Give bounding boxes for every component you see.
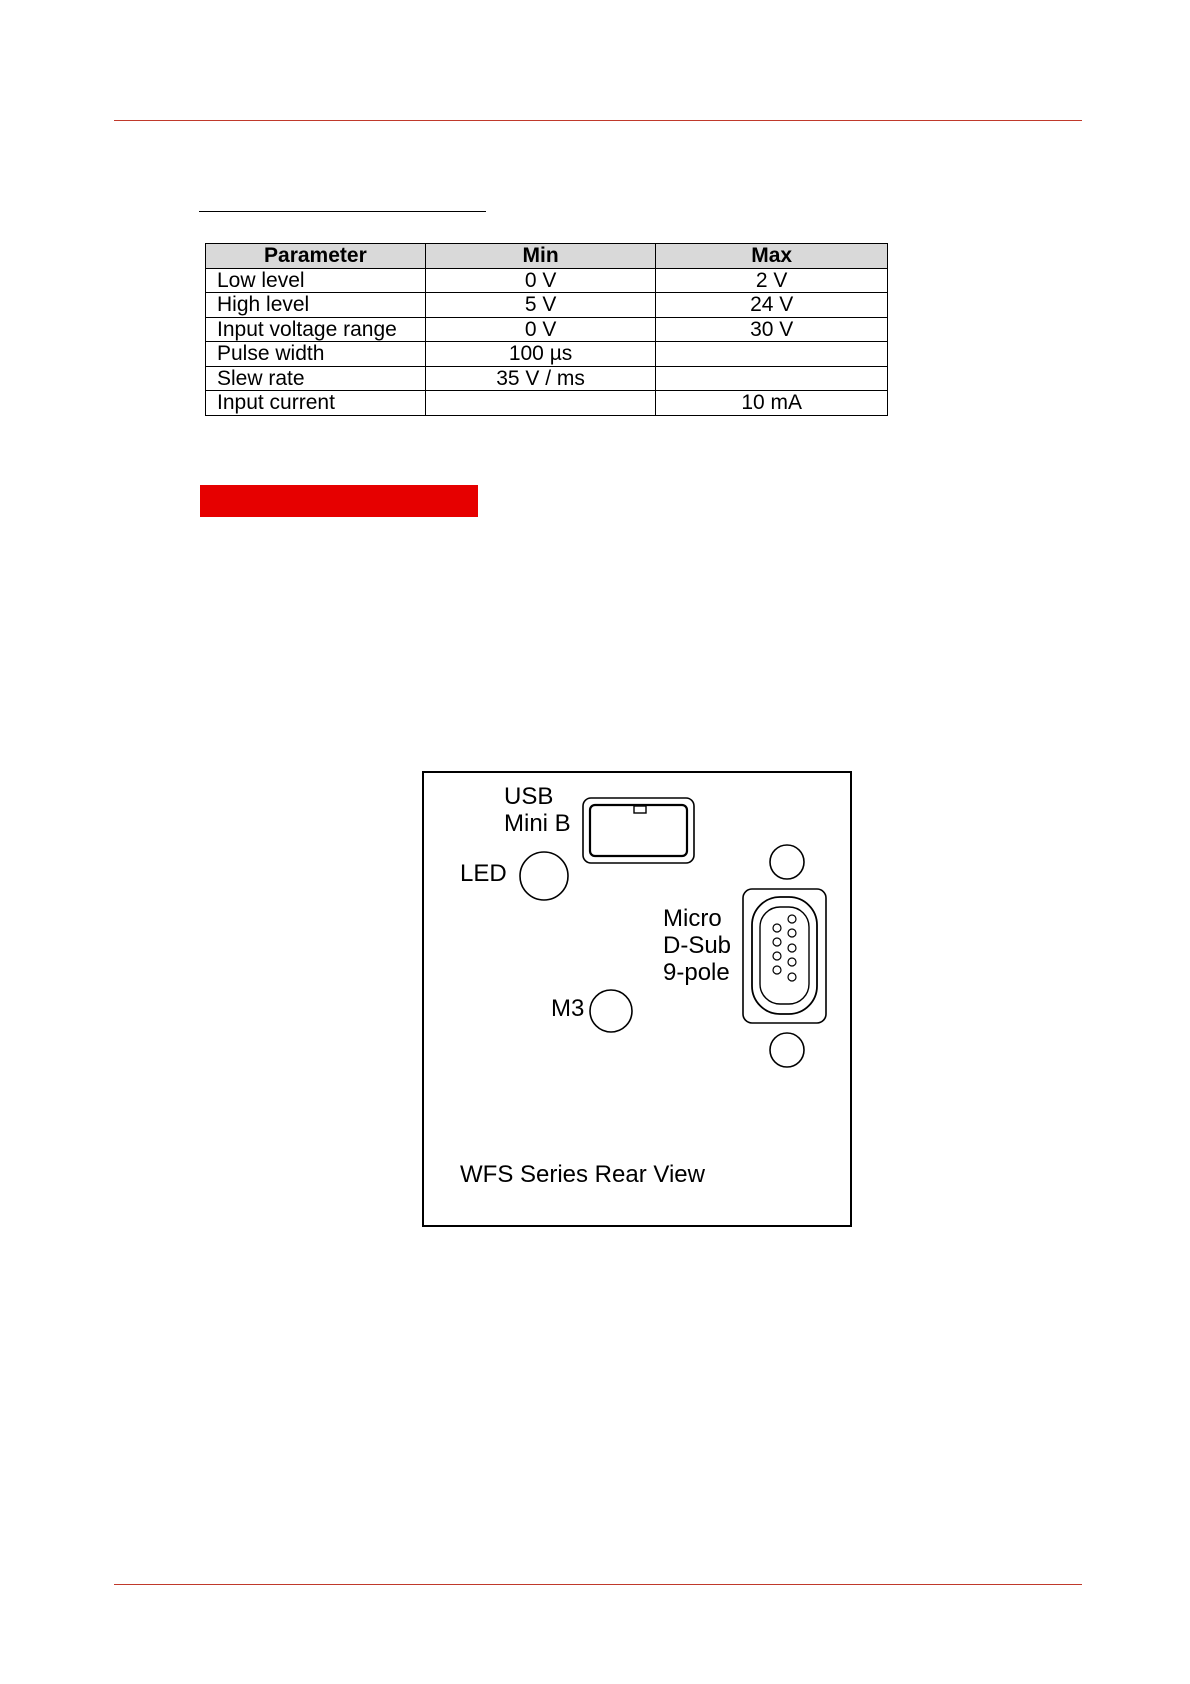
cell-parameter: Input voltage range (206, 317, 426, 342)
led-indicator-icon (520, 852, 568, 900)
table-row (206, 317, 888, 342)
cell-parameter: High level (206, 293, 426, 318)
header-rule (114, 120, 1082, 121)
cell-min: 100 µs (425, 342, 656, 367)
dsub-label-line3: 9-pole (663, 958, 730, 986)
usb-label (504, 784, 571, 838)
rear-view-figure (422, 771, 852, 1227)
cell-max: 10 mA (656, 391, 888, 416)
led-label: LED (460, 860, 507, 887)
figure-caption: WFS Series Rear View (460, 1161, 705, 1188)
usb-mini-b-connector-icon (583, 798, 694, 863)
trigger-spec-table (205, 243, 888, 416)
rear-view-drawing (424, 773, 849, 1224)
usb-label-line2: Mini B (504, 809, 571, 837)
cell-min (425, 391, 656, 416)
footer-rule (114, 1584, 1082, 1585)
table-row (206, 293, 888, 318)
column-header-min: Min (425, 244, 656, 269)
dsub-screw-hole-bottom-icon (770, 1033, 804, 1067)
dsub-label-line2: D-Sub (663, 931, 732, 959)
cell-min: 5 V (425, 293, 656, 318)
cell-max (656, 366, 888, 391)
cell-max: 2 V (656, 268, 888, 293)
cell-parameter: Low level (206, 268, 426, 293)
cell-parameter: Slew rate (206, 366, 426, 391)
dsub-screw-hole-top-icon (770, 845, 804, 879)
dsub-label-line1: Micro (663, 905, 722, 932)
table-row (206, 391, 888, 416)
column-header-parameter: Parameter (206, 244, 426, 269)
cell-min: 0 V (425, 317, 656, 342)
table-header-row (206, 244, 888, 269)
cell-min: 35 V / ms (425, 366, 656, 391)
cell-max (656, 342, 888, 367)
cell-min: 0 V (425, 268, 656, 293)
micro-dsub-connector-icon (743, 889, 826, 1023)
table-row (206, 366, 888, 391)
cell-max: 30 V (656, 317, 888, 342)
cell-max: 24 V (656, 293, 888, 318)
cell-parameter: Pulse width (206, 342, 426, 367)
m3-mounting-hole-icon (590, 990, 632, 1032)
table-row (206, 342, 888, 367)
cell-parameter: Input current (206, 391, 426, 416)
redacted-heading-bar (200, 485, 478, 517)
usb-label-line1: USB (504, 783, 554, 810)
m3-label: M3 (551, 995, 585, 1022)
table-row (206, 268, 888, 293)
section-heading-underline (199, 211, 486, 212)
dsub-label (663, 906, 731, 987)
column-header-max: Max (656, 244, 888, 269)
